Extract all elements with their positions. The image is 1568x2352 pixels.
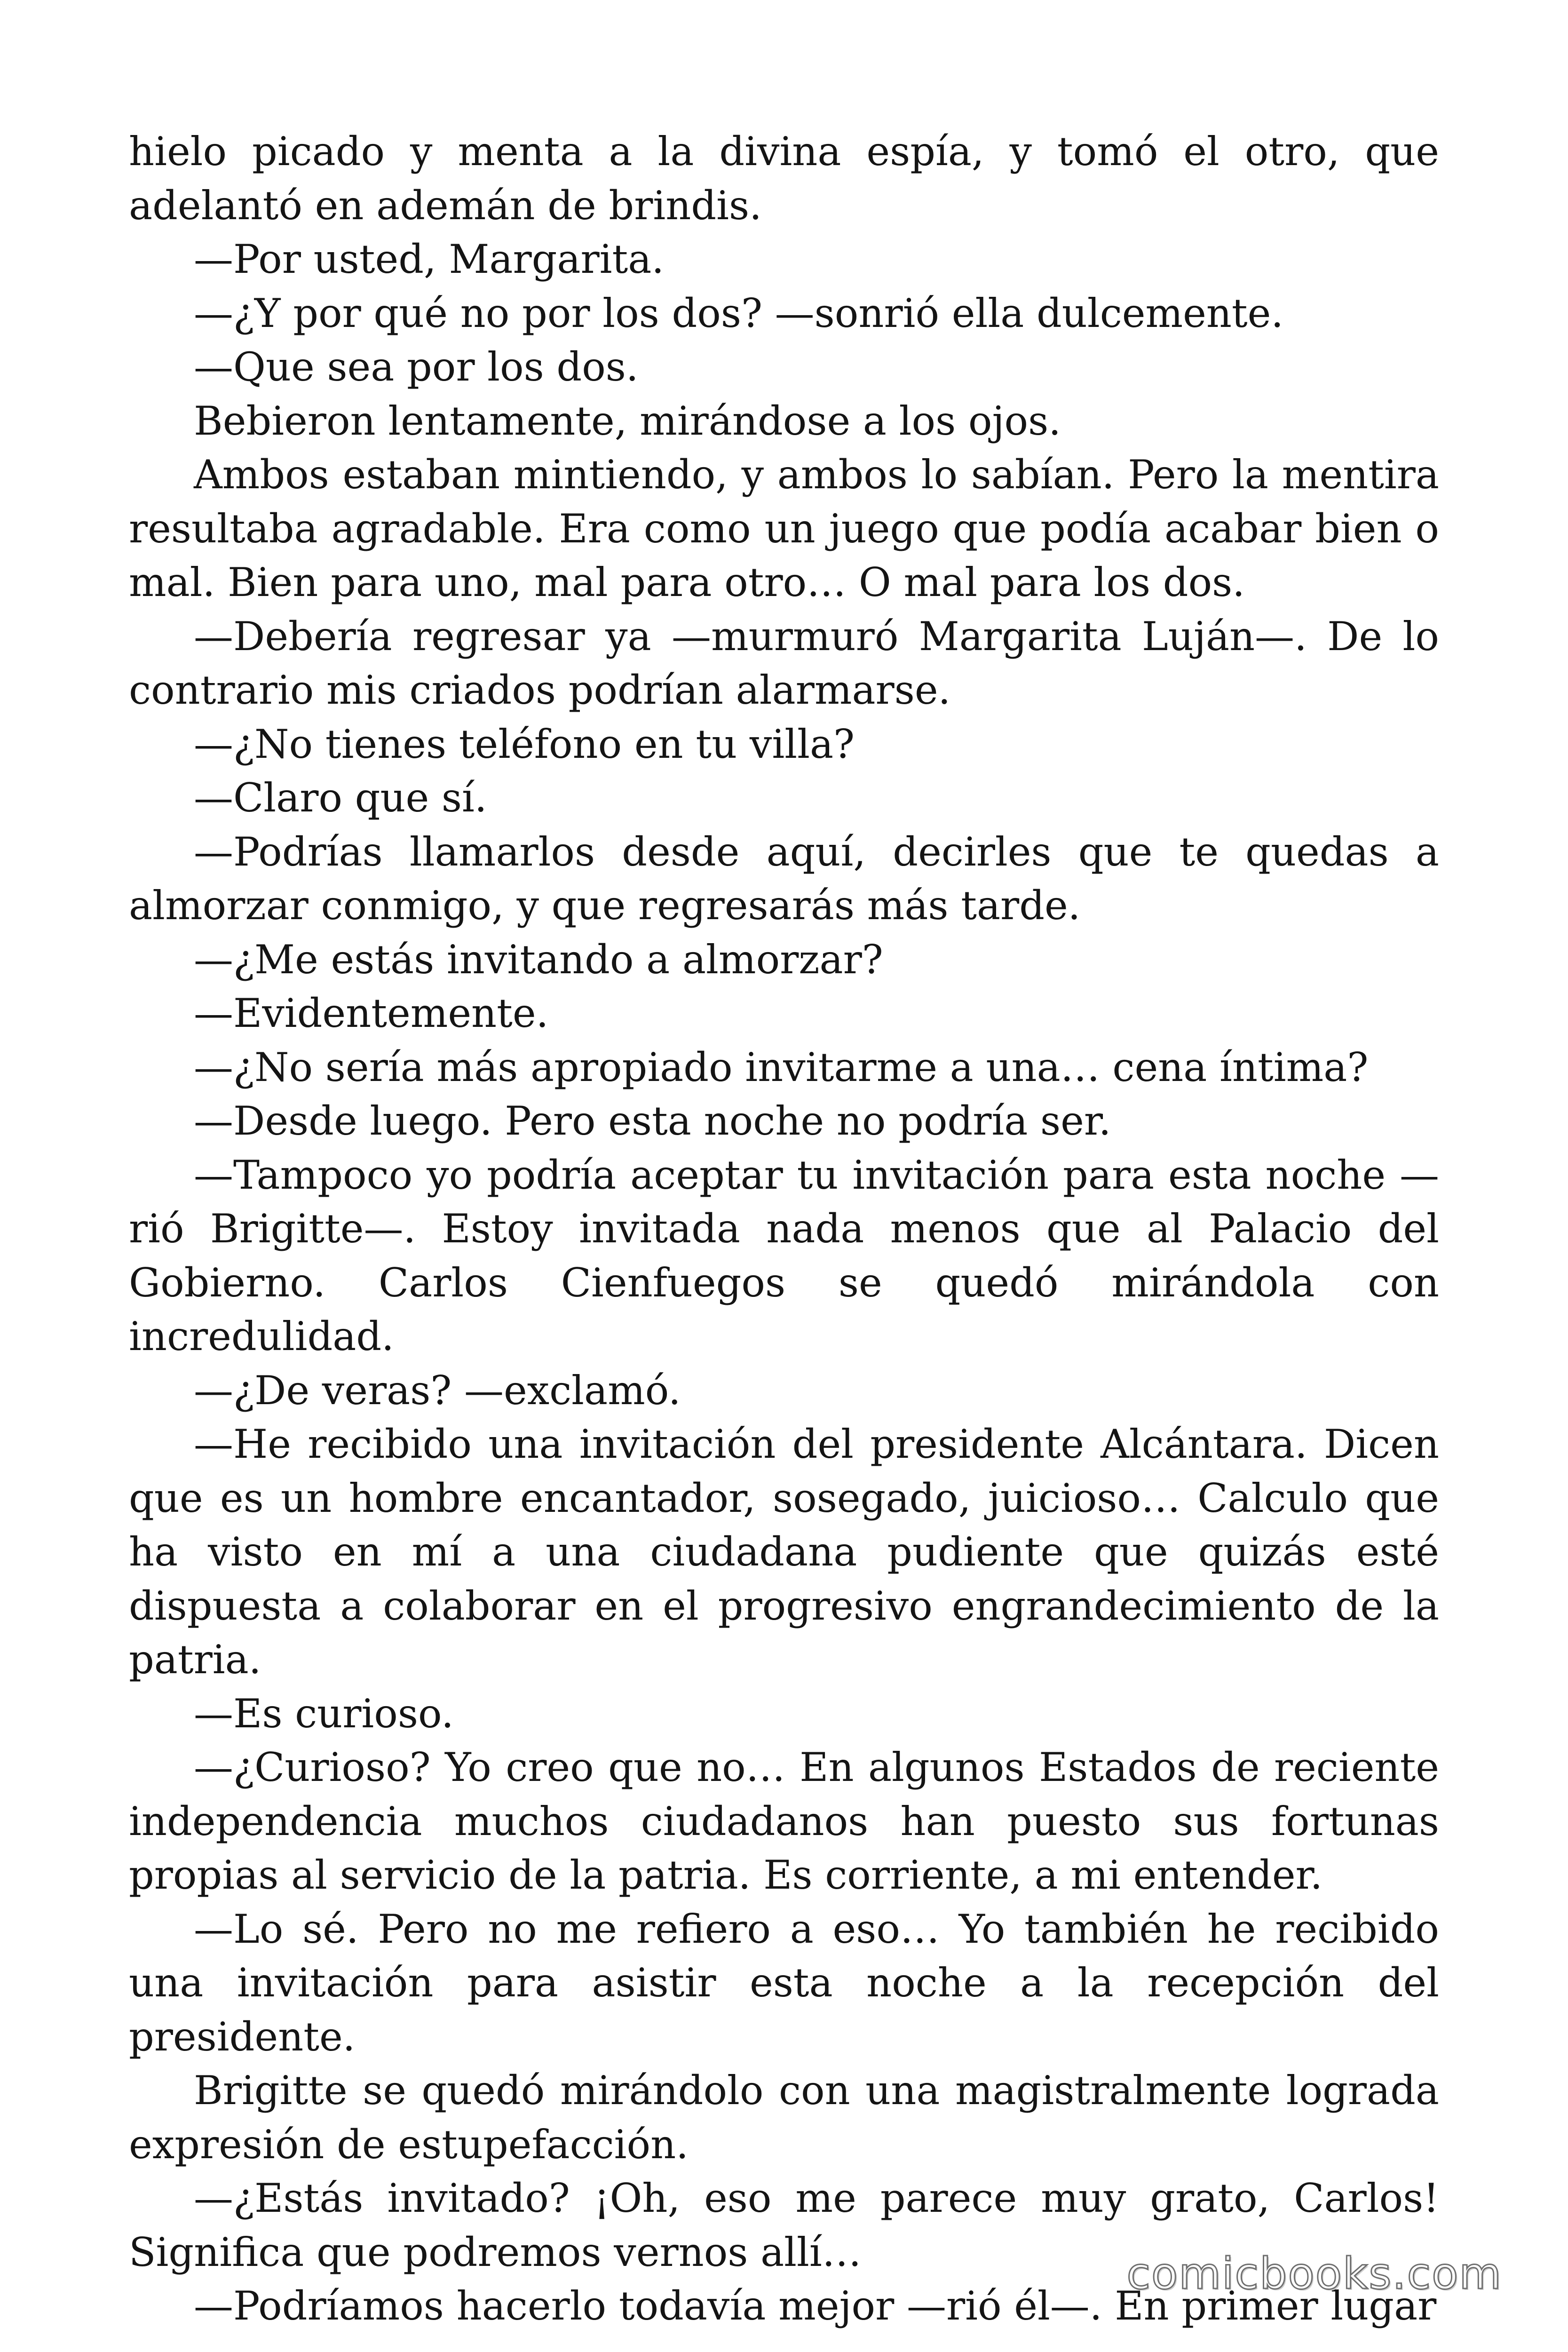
site-watermark: comicbooks.com [1126, 2249, 1502, 2299]
paragraph: Ambos estaban mintiendo, y ambos lo sabían. Pero la mentira resultaba agradable. Era como un juego que podía acabar bien o mal. Bien para uno, mal para otro… O mal para los dos. [129, 452, 1439, 605]
paragraph: hielo picado y menta a la divina espía, y tomó el otro, que adelantó en ademán de brindis. [129, 128, 1439, 229]
paragraph: —Desde luego. Pero esta noche no podría ser. [194, 1098, 1111, 1144]
paragraph: —¿Curioso? Yo creo que no… En algunos Estados de reciente independencia muchos ciudadanos han puesto sus fortunas propias al servicio de la patria. Es corriente, a mi entender. [129, 1744, 1439, 1898]
paragraph: —Que sea por los dos. [194, 344, 639, 390]
paragraph: —Evidentemente. [194, 990, 549, 1036]
body-text [129, 125, 1439, 2333]
paragraph: —Podrías llamarlos desde aquí, decirles que te quedas a almorzar conmigo, y que regresarás más tarde. [129, 828, 1439, 929]
paragraph: —¿No sería más apropiado invitarme a una… cena íntima? [194, 1044, 1369, 1090]
paragraph: —¿Me estás invitando a almorzar? [194, 936, 883, 983]
paragraph: —Lo sé. Pero no me refiero a eso… Yo también he recibido una invitación para asistir esta noche a la recepción del presidente. [129, 1906, 1439, 2060]
paragraph: —¿De veras? —exclamó. [194, 1367, 681, 1414]
paragraph: —Es curioso. [194, 1690, 454, 1737]
paragraph: —Claro que sí. [194, 775, 487, 821]
paragraph: —He recibido una invitación del presidente Alcántara. Dicen que es un hombre encantador, sosegado, juicioso… Calculo que ha visto en mí a una ciudadana pudiente que quizás esté dispuesta a colaborar en el progresivo engrandecimiento de la patria. [129, 1421, 1439, 1683]
paragraph: —¿Estás invitado? ¡Oh, eso me parece muy grato, Carlos! Significa que podremos vernos allí… [129, 2175, 1439, 2275]
paragraph: —Por usted, Margarita. [194, 236, 665, 282]
paragraph: —Podríamos hacerlo todavía mejor —rió él—. En primer lugar [194, 2283, 1437, 2329]
paragraph: —¿No tienes teléfono en tu villa? [194, 721, 855, 767]
paragraph: —Debería regresar ya —murmuró Margarita Luján—. De lo contrario mis criados podrían alarmarse. [129, 613, 1439, 713]
paragraph: —¿Y por qué no por los dos? —sonrió ella dulcemente. [194, 290, 1284, 336]
paragraph: Bebieron lentamente, mirándose a los ojos. [194, 397, 1061, 444]
paragraph: —Tampoco yo podría aceptar tu invitación para esta noche —rió Brigitte—. Estoy invitada nada menos que al Palacio del Gobierno. Carlos Cienfuegos se quedó mirándola con incredulidad. [129, 1152, 1439, 1359]
paragraph: Brigitte se quedó mirándolo con una magistralmente lograda expresión de estupefacción. [129, 2067, 1439, 2168]
